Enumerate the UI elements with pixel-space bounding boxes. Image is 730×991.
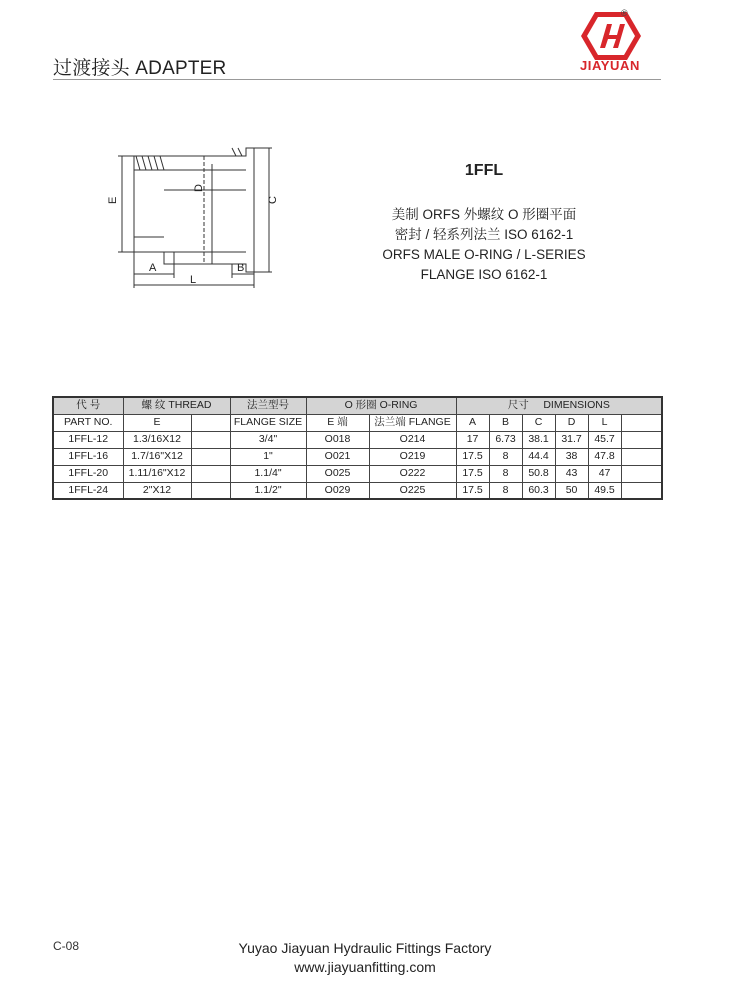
header-dimensions-cn: 尺寸 — [507, 399, 529, 412]
cell-thread: 2"X12 — [123, 482, 191, 499]
subheader-part-no: PART NO. — [53, 414, 123, 431]
cell-l: 49.5 — [588, 482, 621, 499]
footer-company-block — [190, 939, 540, 977]
cell-part: 1FFL-12 — [53, 431, 123, 448]
cell-c: 38.1 — [522, 431, 555, 448]
product-description — [360, 205, 608, 285]
header-flange: 法兰型号 — [230, 397, 306, 414]
product-code: 1FFL — [464, 162, 504, 179]
description-line: 美制 ORFS 外螺纹 O 形圈平面 — [391, 207, 577, 222]
spec-table — [52, 396, 663, 500]
subheader-c: C — [522, 414, 555, 431]
cell-d: 38 — [555, 448, 588, 465]
dim-label-b: B — [237, 262, 245, 274]
table-row — [53, 482, 662, 499]
cell-c: 60.3 — [522, 482, 555, 499]
dim-label-c: C — [267, 196, 279, 204]
page-title: 过渡接头 ADAPTER — [53, 58, 227, 79]
subheader-b: B — [489, 414, 522, 431]
subheader-blank — [191, 414, 230, 431]
description-line: ORFS MALE O-RING / L-SERIES — [382, 247, 586, 262]
description-line: 密封 / 轻系列法兰 ISO 6162-1 — [394, 227, 574, 242]
cell-flange-ring: O214 — [369, 431, 456, 448]
cell-thread: 1.3/16X12 — [123, 431, 191, 448]
subheader-blank — [621, 414, 662, 431]
table-sub-header-row — [53, 414, 662, 431]
subheader-e-end: E 端 — [306, 414, 369, 431]
cell-blank — [191, 465, 230, 482]
header-divider — [53, 79, 661, 80]
cell-blank — [621, 431, 662, 448]
cell-b: 8 — [489, 465, 522, 482]
cell-flange: 1" — [230, 448, 306, 465]
cell-l: 47.8 — [588, 448, 621, 465]
cell-blank — [191, 482, 230, 499]
cell-l: 47 — [588, 465, 621, 482]
cell-blank — [621, 465, 662, 482]
dim-label-d: D — [193, 184, 205, 192]
cell-flange: 3/4" — [230, 431, 306, 448]
cell-flange-ring: O222 — [369, 465, 456, 482]
cell-e-ring: O025 — [306, 465, 369, 482]
cell-thread: 1.7/16"X12 — [123, 448, 191, 465]
cell-blank — [621, 448, 662, 465]
subheader-d: D — [555, 414, 588, 431]
header-code: 代 号 — [53, 397, 123, 414]
cell-flange-ring: O219 — [369, 448, 456, 465]
cell-part: 1FFL-16 — [53, 448, 123, 465]
cell-e-ring: O021 — [306, 448, 369, 465]
subheader-l: L — [588, 414, 621, 431]
subheader-e: E — [123, 414, 191, 431]
table-row — [53, 431, 662, 448]
registered-mark: ® — [621, 8, 628, 18]
cell-d: 43 — [555, 465, 588, 482]
cell-blank — [191, 448, 230, 465]
cell-thread: 1.11/16"X12 — [123, 465, 191, 482]
table-row — [53, 448, 662, 465]
dim-label-l: L — [190, 274, 197, 286]
cell-blank — [621, 482, 662, 499]
cell-a: 17.5 — [456, 448, 489, 465]
cell-d: 31.7 — [555, 431, 588, 448]
cell-part: 1FFL-24 — [53, 482, 123, 499]
cell-e-ring: O029 — [306, 482, 369, 499]
cell-blank — [191, 431, 230, 448]
cell-a: 17.5 — [456, 465, 489, 482]
cell-c: 44.4 — [522, 448, 555, 465]
cell-l: 45.7 — [588, 431, 621, 448]
cell-e-ring: O018 — [306, 431, 369, 448]
cell-flange: 1.1/2" — [230, 482, 306, 499]
cell-part: 1FFL-20 — [53, 465, 123, 482]
header-thread: 螺 纹 THREAD — [123, 397, 230, 414]
header-oring: O 形圈 O-RING — [306, 397, 456, 414]
header-dimensions — [456, 397, 662, 414]
adapter-drawing — [104, 140, 284, 295]
logo-text: JIAYUAN — [579, 58, 641, 73]
cell-c: 50.8 — [522, 465, 555, 482]
company-website: www.jiayuanfitting.com — [294, 959, 436, 975]
table-row — [53, 465, 662, 482]
cell-b: 8 — [489, 482, 522, 499]
company-name: Yuyao Jiayuan Hydraulic Fittings Factory — [238, 940, 492, 956]
cell-b: 6.73 — [489, 431, 522, 448]
subheader-flange-end: 法兰端 FLANGE — [369, 414, 456, 431]
cell-d: 50 — [555, 482, 588, 499]
cell-flange: 1.1/4" — [230, 465, 306, 482]
dim-label-a: A — [149, 262, 157, 274]
table-group-header-row — [53, 397, 662, 414]
subheader-a: A — [456, 414, 489, 431]
cell-a: 17.5 — [456, 482, 489, 499]
cell-b: 8 — [489, 448, 522, 465]
dim-label-e: E — [107, 196, 119, 204]
header-dimensions-en: DIMENSIONS — [543, 399, 610, 412]
subheader-flange-size: FLANGE SIZE — [230, 414, 306, 431]
description-line: FLANGE ISO 6162-1 — [420, 267, 548, 282]
cell-flange-ring: O225 — [369, 482, 456, 499]
page-number: C-08 — [53, 939, 80, 953]
cell-a: 17 — [456, 431, 489, 448]
